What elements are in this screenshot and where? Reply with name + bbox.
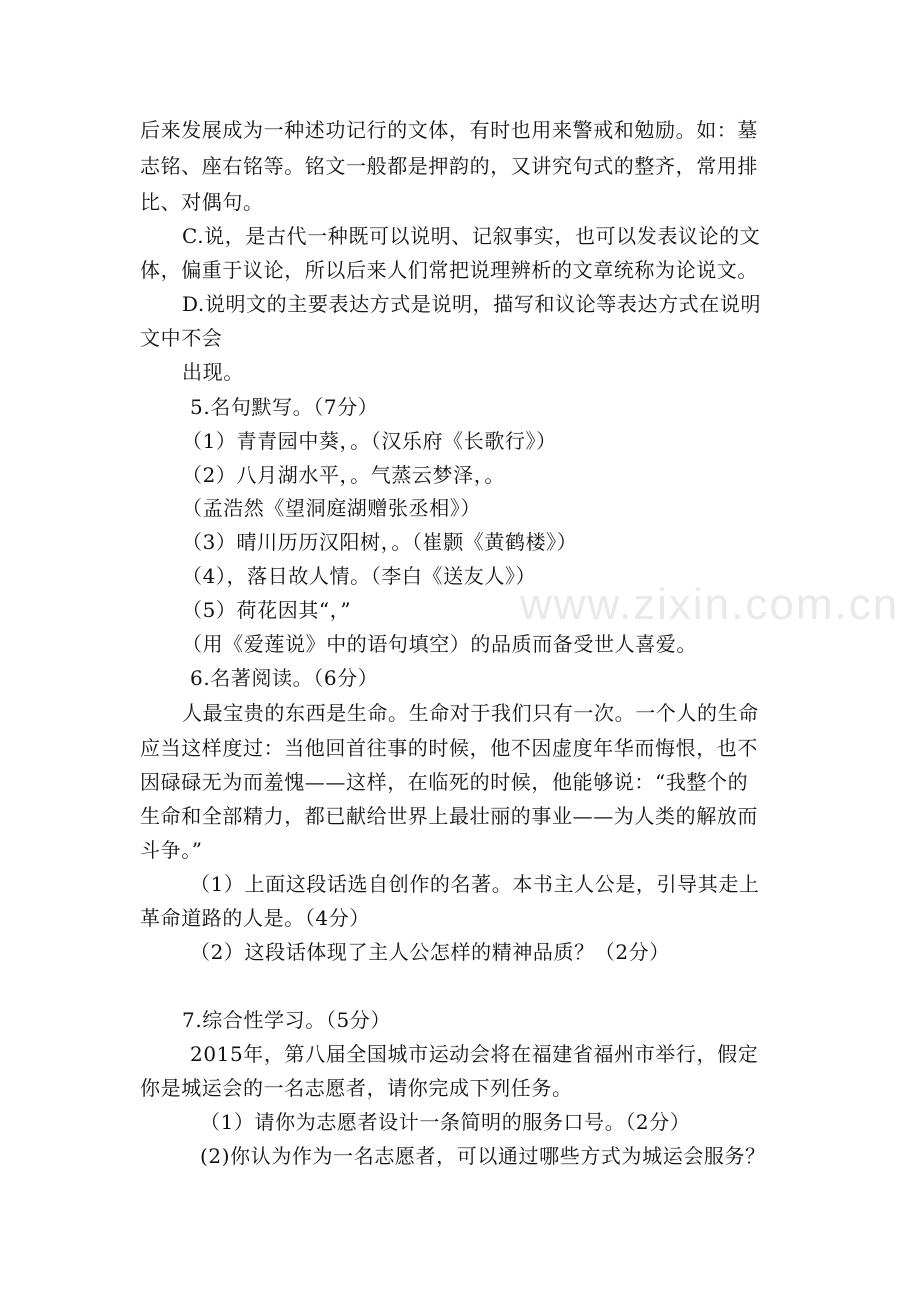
option-d-line: D.说明文的主要表达方式是说明，描写和议论等表达方式在说明 <box>182 292 762 316</box>
recitation-item: （4），落日故人情。（李白《送友人》） <box>182 564 537 588</box>
passage-line: 应当这样度过：当他回首往事的时候，他不因虚度年华而悔恨，也不 <box>140 736 758 760</box>
paragraph-line: 出现。 <box>182 360 244 384</box>
question-7-heading: 7.综合性学习。（5分） <box>182 1008 392 1032</box>
recitation-source: （孟浩然《望洞庭湖赠张丞相》） <box>182 496 481 520</box>
recitation-item: （2）八月湖水平，。气蒸云梦泽，。 <box>182 463 505 487</box>
sub-question: （1）上面这段话选自创作的名著。本书主人公是，引导其走上 <box>190 872 760 896</box>
passage-line: 因碌碌无为而羞愧——这样，在临死的时候，他能够说：“我整个的 <box>140 770 749 794</box>
paragraph-line: 后来发展成为一种述功记行的文体，有时也用来警戒和勉励。如：墓 <box>140 118 758 142</box>
recitation-note: （用《爱莲说》中的语句填空）的品质而备受世人喜爱。 <box>182 632 697 656</box>
paragraph-line: 体，偏重于议论，所以后来人们常把说理辨析的文章统称为论说文。 <box>140 258 758 282</box>
watermark: www.zixin.com.cn <box>520 580 900 629</box>
recitation-item: （3）晴川历历汉阳树，。（崔颢《黄鹤楼》） <box>182 530 578 554</box>
paragraph-line: 文中不会 <box>140 326 223 350</box>
question-6-heading: 6.名著阅读。（6分） <box>190 666 379 690</box>
passage-line: 斗争。” <box>140 838 203 862</box>
recitation-item: （5）荷花因其“，” <box>182 598 352 622</box>
paragraph-line: 比、对偶句。 <box>140 190 264 214</box>
question-5-heading: 5.名句默写。（7分） <box>190 395 379 419</box>
paragraph-line: 志铭、座右铭等。铭文一般都是押韵的，又讲究句式的整齐，常用排 <box>140 154 758 178</box>
sub-question: （2）这段话体现了主人公怎样的精神品质？（2分） <box>190 940 670 964</box>
paragraph-line: 2015年，第八届全国城市运动会将在福建省福州市举行，假定 <box>190 1042 759 1066</box>
option-c-line: C.说，是古代一种既可以说明、记叙事实，也可以发表议论的文 <box>182 224 761 248</box>
paragraph-line: 你是城运会的一名志愿者，请你完成下列任务。 <box>140 1076 573 1100</box>
sub-question: 革命道路的人是。（4分） <box>140 906 370 930</box>
recitation-item: （1）青青园中葵，。（汉乐府《长歌行》） <box>182 429 557 453</box>
task-item: （1）请你为志愿者设计一条简明的服务口号。（2分） <box>200 1110 691 1134</box>
passage-line: 生命和全部精力，都已献给世界上最壮丽的事业——为人类的解放而 <box>140 804 758 828</box>
task-item: (2)你认为作为一名志愿者，可以通过哪些方式为城运会服务？ <box>200 1144 766 1168</box>
passage-line: 人最宝贵的东西是生命。生命对于我们只有一次。一个人的生命 <box>182 701 759 725</box>
